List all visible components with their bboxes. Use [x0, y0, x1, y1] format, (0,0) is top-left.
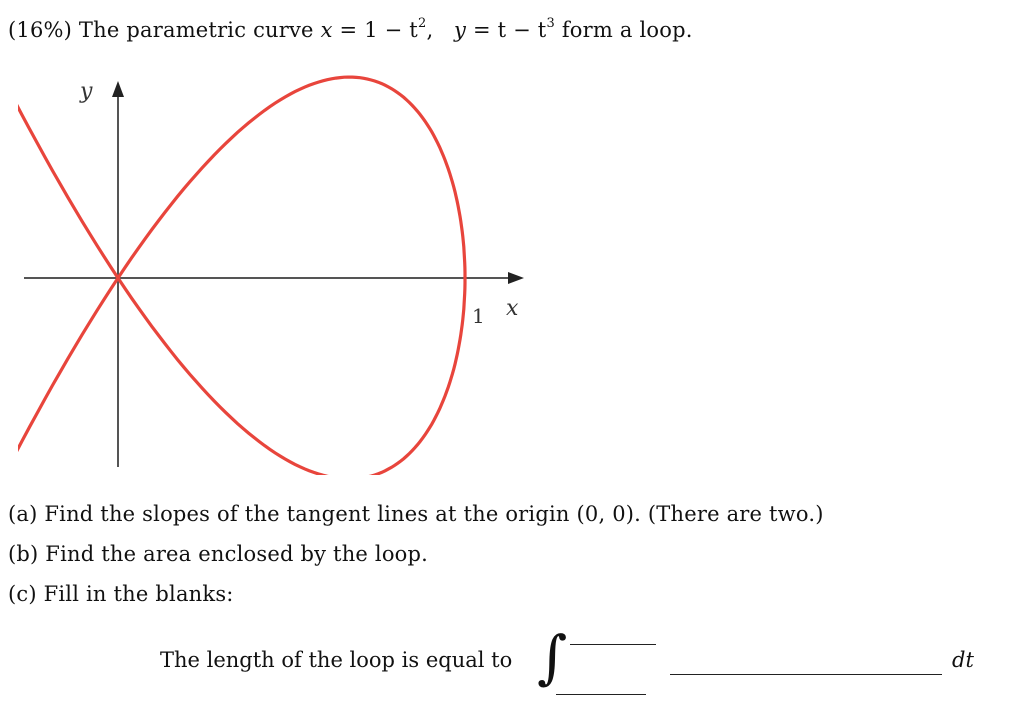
y-expression: t − t — [497, 18, 547, 42]
problem-prefix: (16%) The parametric curve — [8, 18, 314, 42]
part-c: (c) Fill in the blanks: — [8, 582, 234, 606]
length-sentence: The length of the loop is equal to — [160, 648, 513, 672]
x-exponent: 2 — [417, 16, 427, 31]
equals-sign-1: = — [339, 18, 358, 42]
lower-limit-blank[interactable] — [556, 694, 646, 695]
x-axis-label: x — [506, 296, 519, 321]
part-a: (a) Find the slopes of the tangent lines at the origin (0, 0). (There are two.) — [8, 502, 824, 526]
x-var: x — [320, 18, 333, 42]
y-var: y — [453, 18, 467, 42]
differential-dt: dt — [952, 648, 974, 672]
parametric-curve — [18, 75, 465, 475]
y-axis-arrowhead — [112, 81, 124, 97]
upper-limit-blank[interactable] — [570, 644, 656, 645]
y-exponent: 3 — [546, 16, 555, 31]
y-axis-label: y — [80, 79, 93, 104]
x-tick-label: 1 — [472, 304, 485, 328]
x-axis-arrowhead — [508, 272, 524, 284]
equals-sign-2: = — [472, 18, 491, 42]
loop-curve-figure — [18, 75, 538, 475]
separator: , — [426, 18, 434, 42]
problem-suffix: form a loop. — [561, 18, 693, 42]
integral-sign: ∫ — [537, 623, 568, 691]
problem-statement — [8, 18, 693, 42]
part-b: (b) Find the area enclosed by the loop. — [8, 542, 429, 566]
integrand-blank[interactable] — [670, 674, 942, 675]
x-expression: 1 − t — [364, 18, 418, 42]
